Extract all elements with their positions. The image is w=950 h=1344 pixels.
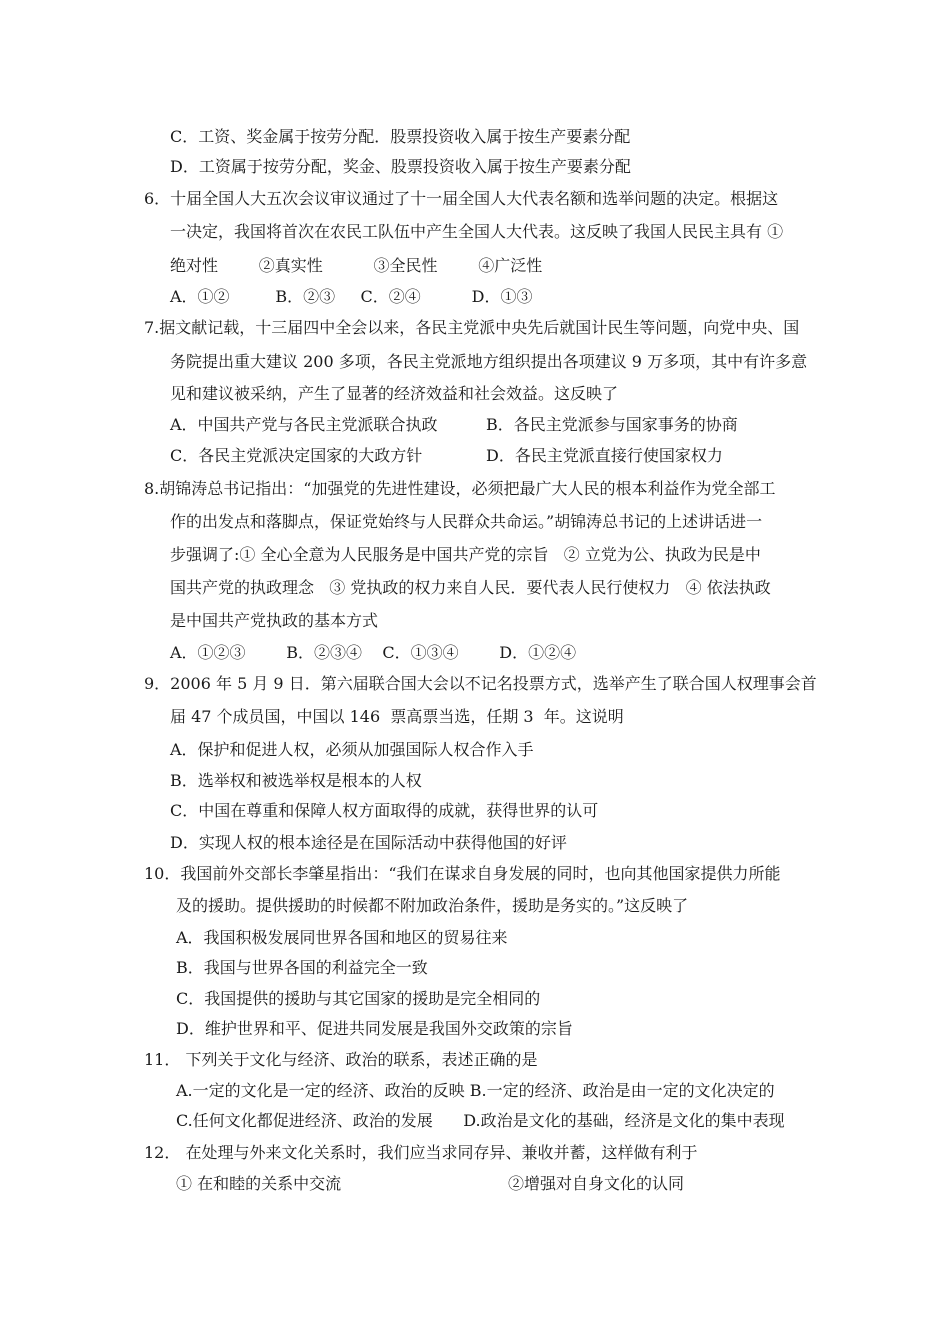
q10-option-a: A．我国积极发展同世界各国和地区的贸易往来 bbox=[176, 928, 508, 947]
q12-option-1: ① 在和睦的关系中交流 bbox=[176, 1174, 342, 1193]
q5-option-c: C．工资、奖金属于按劳分配．股票投资收入属于按生产要素分配 bbox=[170, 127, 631, 146]
q7-stem-line-2: 务院提出重大建议 200 多项，各民主党派地方组织提出各项建议 9 万多项，其中有许多意 bbox=[170, 352, 808, 371]
q11-options-ab: A.一定的文化是一定的经济、政治的反映 B.一定的经济、政治是由一定的文化决定的 bbox=[176, 1081, 775, 1100]
q7-stem-line-1: 7.据文献记载，十三届四中全会以来，各民主党派中央先后就国计民生等问题，向党中央、国 bbox=[144, 318, 800, 337]
q7-option-a: A．中国共产党与各民主党派联合执政 bbox=[170, 415, 438, 434]
q6-stem-line-2: 一决定，我国将首次在农民工队伍中产生全国人大代表。这反映了我国人民民主具有 ① bbox=[170, 222, 784, 241]
q10-option-c: C．我国提供的援助与其它国家的援助是完全相同的 bbox=[176, 989, 541, 1008]
q5-option-d: D．工资属于按劳分配，奖金、股票投资收入属于按生产要素分配 bbox=[170, 157, 631, 176]
q8-options: A．①②③ B．②③④ C．①③④ D．①②④ bbox=[170, 643, 577, 662]
q9-stem-line-1: 9．2006 年 5 月 9 日．第六届联合国大会以不记名投票方式，选举产生了联合国人权理事会首 bbox=[144, 674, 817, 693]
q9-option-a: A．保护和促进人权，必须从加强国际人权合作入手 bbox=[170, 740, 534, 759]
q10-stem-line-2: 及的援助。提供援助的时候都不附加政治条件，援助是务实的。”这反映了 bbox=[176, 896, 689, 915]
q7-option-b: B．各民主党派参与国家事务的协商 bbox=[486, 415, 738, 434]
q8-stem-line-1: 8.胡锦涛总书记指出：“加强党的先进性建设，必须把最广大人民的根本利益作为党全部工 bbox=[144, 479, 776, 498]
q9-stem-line-2: 届 47 个成员国，中国以 146 票高票当选，任期 3 年。这说明 bbox=[170, 707, 624, 726]
q8-stem-line-5: 是中国共产党执政的基本方式 bbox=[170, 611, 379, 630]
q6-options: A．①② B．②③ C．②④ D．①③ bbox=[170, 287, 533, 306]
q10-option-d: D．维护世界和平、促进共同发展是我国外交政策的宗旨 bbox=[176, 1019, 573, 1038]
q9-option-c: C．中国在尊重和保障人权方面取得的成就，获得世界的认可 bbox=[170, 801, 599, 820]
q7-option-c: C．各民主党派决定国家的大政方针 bbox=[170, 446, 423, 465]
q7-option-d: D．各民主党派直接行使国家权力 bbox=[486, 446, 723, 465]
q7-stem-line-3: 见和建议被采纳，产生了显著的经济效益和社会效益。这反映了 bbox=[170, 384, 619, 403]
q12-stem: 12． 在处理与外来文化关系时，我们应当求同存异、兼收并蓄，这样做有利于 bbox=[144, 1143, 698, 1162]
q10-stem-line-1: 10．我国前外交部长李肇星指出：“我们在谋求自身发展的同时，也向其他国家提供力所能 bbox=[144, 864, 781, 883]
q6-stem-line-1: 6．十届全国人大五次会议审议通过了十一届全国人大代表名额和选举问题的决定。根据这 bbox=[144, 189, 779, 208]
q8-stem-line-4: 国共产党的执政理念 ③ 党执政的权力来自人民．要代表人民行使权力 ④ 依法执政 bbox=[170, 578, 771, 597]
q10-option-b: B．我国与世界各国的利益完全一致 bbox=[176, 958, 428, 977]
q6-stem-line-3: 绝对性 ②真实性 ③全民性 ④广泛性 bbox=[170, 256, 543, 275]
q9-option-d: D．实现人权的根本途径是在国际活动中获得他国的好评 bbox=[170, 833, 567, 852]
q8-stem-line-2: 作的出发点和落脚点，保证党始终与人民群众共命运。”胡锦涛总书记的上述讲话进一 bbox=[170, 512, 763, 531]
q8-stem-line-3: 步强调了:① 全心全意为人民服务是中国共产党的宗旨 ② 立党为公、执政为民是中 bbox=[170, 545, 761, 564]
q12-option-2: ②增强对自身文化的认同 bbox=[508, 1174, 685, 1193]
q11-options-cd: C.任何文化都促进经济、政治的发展 D.政治是文化的基础，经济是文化的集中表现 bbox=[176, 1111, 785, 1130]
q11-stem: 11． 下列关于文化与经济、政治的联系，表述正确的是 bbox=[144, 1050, 538, 1069]
q9-option-b: B．选举权和被选举权是根本的人权 bbox=[170, 771, 422, 790]
